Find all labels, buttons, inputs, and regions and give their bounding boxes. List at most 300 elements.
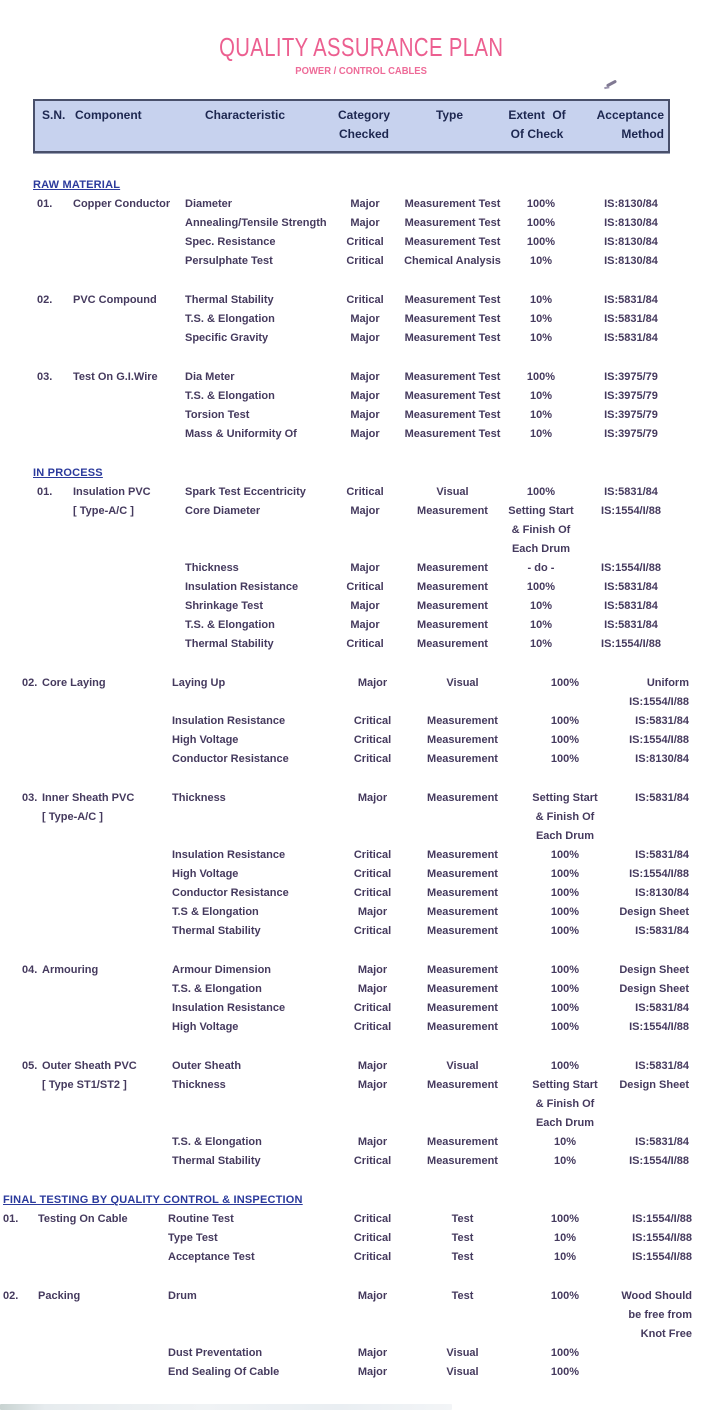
cell-extent (520, 1287, 610, 1344)
table-row (0, 425, 723, 444)
cell-acceptance (610, 999, 691, 1018)
cell-line: - do - (527, 562, 555, 574)
cell-category: Major (350, 600, 380, 612)
cell-component (42, 1018, 172, 1037)
cell-category: Critical (346, 294, 384, 306)
cell-component (42, 674, 172, 712)
cell-type: Measurement Test (404, 371, 501, 383)
cell-line: [ Type ST1/ST2 ] (42, 1079, 127, 1091)
cell-sn (22, 1018, 42, 1037)
cell-acceptance (577, 425, 685, 444)
cell-extent (520, 712, 610, 731)
cell-component (42, 884, 172, 903)
table-row (0, 1076, 723, 1133)
pen-mark-artifact (606, 80, 617, 88)
cell-line: IS:5831/84 (604, 332, 658, 344)
cell-characteristic: Mass & Uniformity Of (185, 428, 297, 440)
cell-category: Critical (353, 868, 392, 880)
cell-type: Measurement (427, 1021, 498, 1033)
cell-line: 100% (526, 371, 556, 383)
cell-extent (505, 233, 577, 252)
cell-line: IS:3975/79 (604, 371, 658, 383)
cell-extent (505, 425, 577, 444)
cell-extent (505, 559, 577, 578)
cell-line: IS:8130/84 (604, 217, 658, 229)
cell-line: IS:5831/84 (635, 849, 689, 861)
cell-extent (520, 1018, 610, 1037)
cell-sn (22, 1133, 42, 1152)
cell-line: IS:5831/84 (604, 600, 658, 612)
table-row (0, 712, 723, 731)
header-label: Category (337, 108, 390, 122)
table-row (0, 368, 723, 387)
cell-extent (505, 616, 577, 635)
cell-acceptance (610, 1210, 694, 1229)
cell-type: Measurement Test (404, 390, 501, 402)
cell-acceptance (577, 291, 685, 310)
cell-extent (505, 310, 577, 329)
cell-extent (520, 961, 610, 980)
cell-line: 10% (529, 409, 553, 421)
table-row (0, 884, 723, 903)
cell-line: Each Drum (535, 1117, 595, 1129)
cell-type: Test (451, 1290, 474, 1302)
cell-line: IS:3975/79 (604, 428, 658, 440)
cell-component (73, 406, 185, 425)
cell-line: 100% (550, 983, 580, 995)
table-row (0, 483, 723, 502)
table-row (0, 1287, 723, 1344)
table-row (0, 406, 723, 425)
cell-component (42, 922, 172, 941)
cell-component (42, 999, 172, 1018)
cell-sn (3, 1344, 38, 1363)
table-row (0, 233, 723, 252)
cell-type: Measurement (427, 868, 498, 880)
cell-line: 100% (550, 849, 580, 861)
cell-line: IS:5831/84 (635, 1060, 689, 1072)
table-row (0, 674, 723, 712)
cell-sn (37, 329, 73, 348)
table-row (0, 597, 723, 616)
cell-characteristic: Core Diameter (185, 505, 261, 517)
cell-type: Test (451, 1213, 474, 1225)
cell-type: Measurement (427, 964, 498, 976)
cell-acceptance (610, 865, 691, 884)
table-row (0, 502, 723, 559)
cell-sn (3, 1248, 38, 1267)
cell-line: Each Drum (511, 543, 571, 555)
cell-line: Setting Start (532, 1079, 598, 1091)
cell-category: Critical (353, 1002, 392, 1014)
cell-component (38, 1248, 168, 1267)
cell-line: 100% (550, 715, 580, 727)
cell-type: Measurement (417, 505, 488, 517)
cell-type: Measurement (427, 792, 498, 804)
cell-acceptance (610, 1152, 691, 1171)
cell-line: IS:8130/84 (604, 255, 658, 267)
cell-extent (505, 578, 577, 597)
cell-component (73, 578, 185, 597)
cell-sn: 04. (22, 964, 38, 976)
cell-line: Knot Free (640, 1328, 692, 1340)
table-row (0, 1210, 723, 1229)
cell-line: Armouring (42, 964, 99, 976)
cell-line: IS:3975/79 (604, 409, 658, 421)
cell-line: [ Type-A/C ] (73, 505, 134, 517)
cell-line: 10% (529, 600, 553, 612)
cell-characteristic: Insulation Resistance (185, 581, 299, 593)
cell-characteristic: Insulation Resistance (172, 1002, 286, 1014)
cell-characteristic: T.S. & Elongation (172, 983, 262, 995)
cell-sn (22, 903, 42, 922)
cell-characteristic: Armour Dimension (172, 964, 272, 976)
cell-extent (505, 195, 577, 214)
cell-type: Visual (446, 677, 479, 689)
cell-line: IS:1554/I/88 (632, 1232, 692, 1244)
cell-extent (505, 387, 577, 406)
cell-acceptance (577, 368, 685, 387)
cell-component (42, 1076, 172, 1133)
cell-characteristic: Laying Up (172, 677, 226, 689)
page-title: QUALITY ASSURANCE PLAN (219, 32, 504, 62)
cell-sn: 01. (3, 1213, 19, 1225)
cell-extent (505, 502, 577, 559)
cell-component (42, 903, 172, 922)
table-row (0, 329, 723, 348)
cell-line: Insulation PVC (73, 486, 151, 498)
cell-characteristic: Specific Gravity (185, 332, 269, 344)
header-label (399, 125, 500, 144)
cell-acceptance (610, 1287, 694, 1344)
cell-component (73, 329, 185, 348)
cell-characteristic: High Voltage (172, 1021, 239, 1033)
cell-characteristic: Dust Preventation (168, 1347, 263, 1359)
cell-characteristic: Torsion Test (185, 409, 250, 421)
cell-extent (520, 1229, 610, 1248)
cell-type: Measurement (427, 1002, 498, 1014)
cell-characteristic: Spec. Resistance (185, 236, 276, 248)
cell-extent (520, 846, 610, 865)
cell-category: Major (357, 983, 388, 995)
cell-line: 10% (529, 313, 553, 325)
cell-acceptance (610, 731, 691, 750)
cell-line: IS:5831/84 (604, 619, 658, 631)
cell-acceptance (577, 559, 685, 578)
table-row (0, 1018, 723, 1037)
cell-type: Measurement Test (404, 294, 501, 306)
cell-sn: 02. (37, 294, 53, 306)
table-row (0, 1363, 723, 1382)
cell-line: 100% (550, 868, 580, 880)
cell-sn (37, 252, 73, 271)
cell-line: 100% (550, 925, 580, 937)
cell-characteristic: Insulation Resistance (172, 849, 286, 861)
cell-category: Critical (353, 1251, 392, 1263)
cell-type: Measurement (427, 925, 498, 937)
cell-type: Measurement Test (404, 332, 501, 344)
cell-category: Major (350, 409, 380, 421)
cell-category: Major (357, 906, 388, 918)
cell-characteristic: End Sealing Of Cable (168, 1366, 280, 1378)
cell-line: 100% (526, 486, 556, 498)
cell-characteristic: Dia Meter (185, 371, 235, 383)
cell-characteristic: Thickness (172, 1079, 226, 1091)
cell-sn (37, 559, 73, 578)
component-group (0, 1287, 723, 1382)
cell-category: Major (357, 792, 388, 804)
cell-characteristic: Thermal Stability (172, 925, 261, 937)
cell-characteristic: Thermal Stability (185, 638, 274, 650)
cell-category: Critical (346, 638, 384, 650)
table-row (0, 559, 723, 578)
header-cell-type (399, 106, 500, 144)
cell-sn: 01. (37, 198, 53, 210)
cell-type: Measurement (417, 638, 488, 650)
cell-acceptance (610, 712, 691, 731)
cell-component (73, 559, 185, 578)
cell-type: Measurement (417, 581, 488, 593)
cell-component (42, 1133, 172, 1152)
cell-extent (520, 1133, 610, 1152)
cell-sn (37, 635, 73, 654)
cell-sn (22, 1152, 42, 1171)
header-cell-characteristic (187, 106, 329, 144)
cell-line: IS:5831/84 (604, 313, 658, 325)
table-row (0, 616, 723, 635)
header-label: Component (75, 108, 142, 122)
cell-characteristic: Outer Sheath (172, 1060, 242, 1072)
cell-category: Critical (346, 255, 384, 267)
cell-line: 10% (529, 619, 553, 631)
cell-category: Critical (346, 486, 384, 498)
cell-characteristic: Conductor Resistance (172, 887, 289, 899)
section-raw-material (0, 176, 723, 444)
table-row (0, 1248, 723, 1267)
cell-sn (22, 922, 42, 941)
cell-extent (520, 789, 610, 846)
cell-sn (3, 1363, 38, 1382)
cell-acceptance (610, 1057, 691, 1076)
cell-category: Major (350, 562, 380, 574)
cell-type: Measurement (427, 1155, 498, 1167)
section-heading: RAW MATERIAL (33, 179, 121, 191)
cell-line: 100% (526, 217, 556, 229)
cell-sn: 01. (37, 486, 53, 498)
cell-characteristic: Acceptance Test (168, 1251, 255, 1263)
cell-line: Packing (38, 1290, 81, 1302)
header-cell-category (329, 106, 399, 144)
cell-type: Measurement (427, 753, 498, 765)
cell-line: 100% (526, 198, 556, 210)
cell-extent (520, 1210, 610, 1229)
cell-acceptance (577, 214, 685, 233)
header-label: Type (435, 108, 464, 122)
cell-extent (520, 1248, 610, 1267)
cell-acceptance (610, 903, 691, 922)
cell-line: 10% (553, 1136, 577, 1148)
cell-acceptance (610, 1076, 691, 1133)
cell-category: Major (350, 332, 380, 344)
cell-type: Chemical Analysis (404, 255, 501, 267)
cell-sn (37, 502, 73, 559)
cell-line: Copper Conductor (73, 198, 171, 210)
cell-type: Measurement (427, 1136, 498, 1148)
cell-line: PVC Compound (73, 294, 157, 306)
cell-category: Critical (353, 753, 392, 765)
cell-type: Measurement Test (404, 217, 501, 229)
cell-category: Major (350, 428, 380, 440)
cell-acceptance (610, 922, 691, 941)
cell-line: 100% (550, 1060, 580, 1072)
cell-line: Test On G.I.Wire (73, 371, 158, 383)
cell-acceptance (610, 846, 691, 865)
cell-acceptance (577, 387, 685, 406)
section-heading: IN PROCESS (33, 467, 103, 479)
cell-acceptance (577, 406, 685, 425)
cell-component (73, 597, 185, 616)
header-label: Characteristic (205, 108, 286, 122)
cell-component (42, 1057, 172, 1076)
cell-line: Wood Should (621, 1290, 692, 1302)
component-group (0, 1057, 723, 1171)
cell-line: Design Sheet (619, 1079, 689, 1091)
cell-line: IS:5831/84 (604, 486, 658, 498)
cell-characteristic: Persulphate Test (185, 255, 273, 267)
cell-sn: 03. (37, 371, 53, 383)
table-row (0, 635, 723, 654)
cell-acceptance (610, 884, 691, 903)
cell-type: Measurement (427, 849, 498, 861)
cell-line: Design Sheet (619, 906, 689, 918)
cell-acceptance (610, 1018, 691, 1037)
cell-category: Critical (353, 887, 392, 899)
cell-line: IS:3975/79 (604, 390, 658, 402)
cell-type: Visual (436, 486, 469, 498)
cell-component (38, 1210, 168, 1229)
table-row (0, 1229, 723, 1248)
cell-category: Major (357, 1136, 388, 1148)
cell-extent (520, 903, 610, 922)
cell-category: Major (357, 1366, 388, 1378)
table-row (0, 1057, 723, 1076)
cell-component (73, 502, 185, 559)
cell-sn (37, 425, 73, 444)
cell-characteristic: Thickness (185, 562, 239, 574)
cell-type: Measurement Test (404, 236, 501, 248)
table-row (0, 846, 723, 865)
title-block (0, 33, 723, 79)
cell-category: Major (357, 964, 388, 976)
header-label: Method (621, 127, 664, 141)
cell-line: 100% (550, 1021, 580, 1033)
page-subtitle: POWER / CONTROL CABLES (295, 65, 428, 77)
cell-sn (37, 578, 73, 597)
cell-category: Critical (346, 236, 384, 248)
cell-characteristic: Annealing/Tensile Strength (185, 217, 327, 229)
cell-extent (520, 1076, 610, 1133)
cell-line: 100% (550, 906, 580, 918)
table-row (0, 865, 723, 884)
header-label: Acceptance (596, 108, 664, 122)
cell-component (73, 616, 185, 635)
cell-sn (22, 865, 42, 884)
cell-characteristic: High Voltage (172, 868, 239, 880)
cell-component (73, 425, 185, 444)
component-group (0, 368, 723, 444)
table-row (0, 903, 723, 922)
cell-line: & Finish Of (535, 1098, 595, 1110)
cell-acceptance (610, 1344, 694, 1363)
cell-component (42, 712, 172, 731)
cell-extent (505, 406, 577, 425)
cell-sn: 05. (22, 1060, 38, 1072)
cell-type: Test (451, 1232, 474, 1244)
cell-line: 10% (529, 390, 553, 402)
header-cell-acceptance (574, 106, 668, 144)
cell-sn (22, 1076, 42, 1133)
cell-sn (37, 387, 73, 406)
table-row (0, 291, 723, 310)
header-label: Of Check (510, 127, 564, 141)
cell-line: IS:1554/I/88 (629, 734, 689, 746)
cell-acceptance (610, 750, 691, 769)
cell-type: Measurement Test (404, 409, 501, 421)
cell-component (42, 980, 172, 999)
cell-line: [ Type-A/C ] (42, 811, 103, 823)
cell-acceptance (577, 195, 685, 214)
cell-acceptance (577, 329, 685, 348)
cell-type: Measurement Test (404, 428, 501, 440)
cell-component (73, 291, 185, 310)
cell-line: 100% (550, 734, 580, 746)
cell-line: 10% (553, 1251, 577, 1263)
cell-extent (505, 252, 577, 271)
cell-type: Measurement (427, 715, 498, 727)
cell-sn (37, 310, 73, 329)
cell-acceptance (610, 980, 691, 999)
cell-extent (520, 980, 610, 999)
cell-sn (37, 214, 73, 233)
cell-component (73, 387, 185, 406)
cell-extent (505, 635, 577, 654)
cell-acceptance (610, 1133, 691, 1152)
cell-line: 100% (526, 581, 556, 593)
cell-characteristic: T.S & Elongation (172, 906, 259, 918)
cell-extent (505, 368, 577, 387)
table-row (0, 310, 723, 329)
cell-sn (22, 980, 42, 999)
cell-component (42, 750, 172, 769)
cell-sn (22, 750, 42, 769)
cell-extent (520, 1363, 610, 1382)
cell-extent (520, 865, 610, 884)
component-group (0, 1210, 723, 1267)
cell-type: Measurement (427, 734, 498, 746)
cell-line: IS:8130/84 (635, 887, 689, 899)
cell-line: IS:1554/I/88 (629, 1021, 689, 1033)
cell-line: 100% (550, 753, 580, 765)
document-page (0, 33, 723, 1413)
cell-line: IS:1554/I/88 (601, 562, 661, 574)
cell-line: IS:8130/84 (604, 198, 658, 210)
cell-component (42, 1152, 172, 1171)
section-in-process (0, 464, 723, 1171)
cell-sn (22, 999, 42, 1018)
cell-sn (22, 731, 42, 750)
header-label: Checked (338, 127, 390, 141)
cell-acceptance (610, 1229, 694, 1248)
